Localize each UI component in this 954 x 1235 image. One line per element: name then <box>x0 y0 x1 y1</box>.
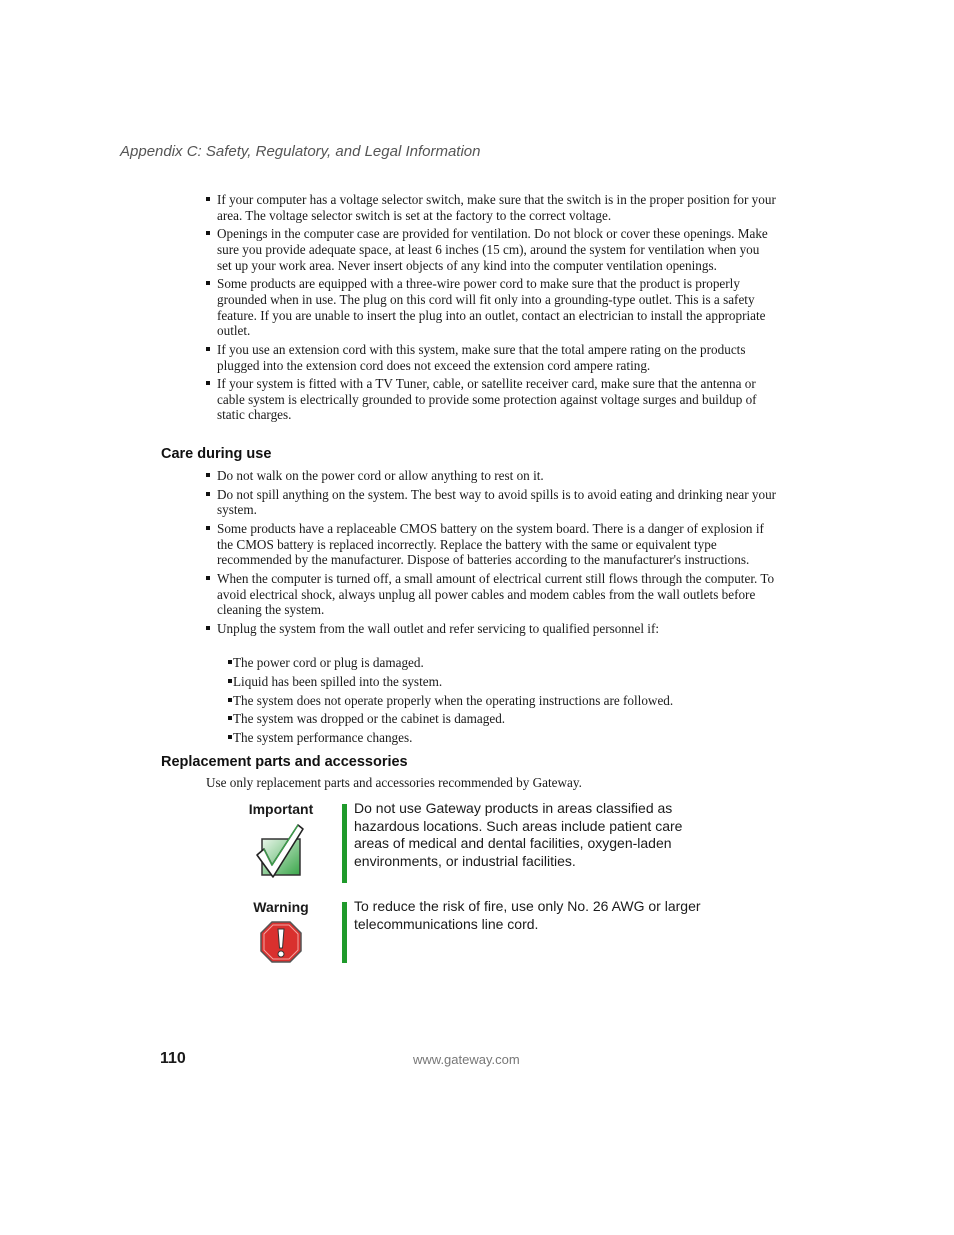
page-header: Appendix C: Safety, Regulatory, and Legal Information <box>120 143 481 160</box>
important-notice-bar <box>342 804 347 883</box>
stop-warning-icon <box>259 920 303 969</box>
care-sub-bullet-list <box>228 655 768 749</box>
list-item: Some products are equipped with a three-wire power cord to make sure that the product is properly grounded when in use. The plug on this cord will fit only into a grounding-type outlet. This is a safety feature. If you are unable to insert the plug into an outlet, contact an electrician to install the appropriate outlet. <box>205 276 777 338</box>
page-number: 110 <box>160 1050 186 1067</box>
list-item: If your computer has a voltage selector switch, make sure that the switch is in the proper position for your area. The voltage selector switch is set at the factory to the correct voltage. <box>205 192 777 223</box>
sub-list-item: The system was dropped or the cabinet is damaged. <box>228 711 768 727</box>
care-bullet-list <box>205 468 777 640</box>
sub-list-item: The system performance changes. <box>228 730 768 746</box>
replacement-section-heading: Replacement parts and accessories <box>161 754 408 770</box>
replacement-intro: Use only replacement parts and accessories recommended by Gateway. <box>206 775 582 790</box>
footer-url: www.gateway.com <box>413 1052 520 1067</box>
warning-notice-text: To reduce the risk of fire, use only No. 26 AWG or larger telecommunications line cord. <box>354 898 701 932</box>
warning-notice-bar <box>342 902 347 963</box>
list-item: Openings in the computer case are provided for ventilation. Do not block or cover these openings. Make sure you provide adequate space, at least 6 inches (15 cm), around the system for ventilation when you set up your work area. Never insert objects of any kind into the computer ventilation openings. <box>205 226 777 273</box>
checkmark-icon <box>254 823 306 884</box>
sub-list-item: Liquid has been spilled into the system. <box>228 674 768 690</box>
list-item: Do not spill anything on the system. The best way to avoid spills is to avoid eating and drinking near your system. <box>205 487 777 518</box>
sub-list-item: The system does not operate properly when the operating instructions are followed. <box>228 693 768 709</box>
care-section-heading: Care during use <box>161 446 272 462</box>
important-label: Important <box>248 801 314 817</box>
list-item: Do not walk on the power cord or allow anything to rest on it. <box>205 468 777 484</box>
important-notice-text: Do not use Gateway products in areas classified as hazardous locations. Such areas include patient care areas of medical and dental facilities, oxygen-laden environments, or industrial facilities. <box>354 800 683 869</box>
sub-list-item: The power cord or plug is damaged. <box>228 655 768 671</box>
safety-bullet-list <box>205 192 777 426</box>
warning-label: Warning <box>253 899 309 915</box>
list-item: When the computer is turned off, a small amount of electrical current still flows through the computer. To avoid electrical shock, always unplug all power cables and modem cables from the wall outlets before cleaning the system. <box>205 571 777 618</box>
list-item: Unplug the system from the wall outlet and refer servicing to qualified personnel if: <box>205 621 777 637</box>
list-item: Some products have a replaceable CMOS battery on the system board. There is a danger of explosion if the CMOS battery is replaced incorrectly. Replace the battery with the same or equivalent type recommended by the manufacturer. Dispose of batteries according to the manufacturer's instructions. <box>205 521 777 568</box>
list-item: If your system is fitted with a TV Tuner, cable, or satellite receiver card, make sure that the antenna or cable system is electrically grounded to provide some protection against voltage surges and buildup of static charges. <box>205 376 777 423</box>
list-item: If you use an extension cord with this system, make sure that the total ampere rating on the products plugged into the extension cord does not exceed the extension cord ampere rating. <box>205 342 777 373</box>
